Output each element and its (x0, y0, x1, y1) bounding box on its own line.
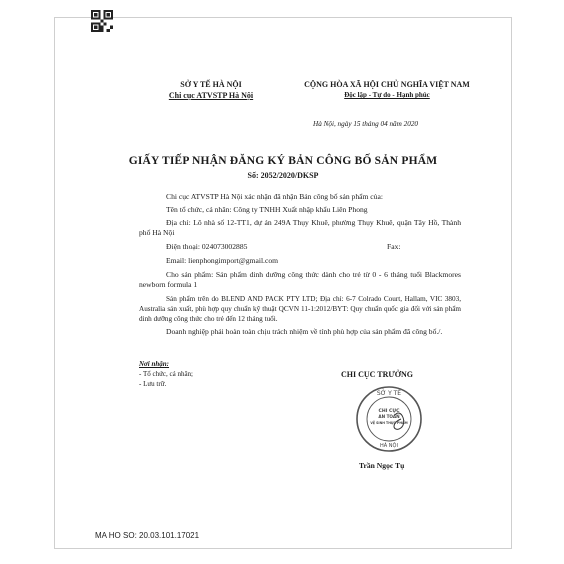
seal-top-text: SỞ Y TẾ (376, 390, 402, 397)
national-motto: Độc lập - Tự do - Hạnh phúc (344, 91, 430, 99)
qr-code-icon (91, 10, 113, 32)
signer-name: Trần Ngọc Tụ (359, 461, 405, 470)
official-seal-stamp (355, 385, 423, 453)
email-address: Email: lienphongimport@gmail.com (166, 256, 279, 265)
organization-name: Tên tổ chức, cá nhân: Công ty TNHH Xuất nhập khẩu Liên Phong (166, 205, 368, 214)
signature-title: CHI CỤC TRƯỞNG (341, 370, 414, 379)
national-title: CỘNG HÒA XÃ HỘI CHỦ NGHĨA VIỆT NAM (304, 80, 470, 89)
intro-text: Chi cục ATVSTP Hà Nội xác nhận đã nhận Bản công bố sản phẩm của: (166, 192, 383, 201)
manufacturer-description: Sản phẩm trên do BLEND AND PACK PTY LTD; Địa chỉ: 6-7 Colrado Court, Hallam, VIC 3803, Australia sản xuất, phù hợp quy chuẩn kỹ thuật QCVN 11-1:2012/BYT: Quy chuẩn quốc gia đối với sản phẩm dinh dưỡng công thức cho trẻ đến 12 tháng tuổi. (139, 295, 461, 323)
issue-date: Hà Nội, ngày 15 tháng 04 năm 2020 (313, 120, 419, 128)
dossier-code: MA HO SO: 20.03.101.17021 (95, 531, 200, 540)
svg-text:CHI CỤC: CHI CỤC (378, 409, 400, 414)
document-title: GIẤY TIẾP NHẬN ĐĂNG KÝ BẢN CÔNG BỐ SẢN PHẨM (128, 155, 438, 167)
svg-text:HÀ NỘI: HÀ NỘI (380, 443, 398, 449)
recipient-item: - Tổ chức, cá nhân; (139, 370, 194, 378)
svg-text:VỆ SINH THỰC PHẨM: VỆ SINH THỰC PHẨM (370, 421, 408, 425)
document-number: Số: 2052/2020/DKSP (247, 171, 319, 180)
organization-address: Địa chỉ: Lô nhà số 12-TT1, dự án 249A Thụy Khuê, phường Thụy Khuê, quận Tây Hồ, Thành phố Hà Nội (139, 218, 461, 237)
svg-text:AN TOÀN: AN TOÀN (378, 414, 400, 419)
product-description: Cho sản phẩm: Sản phẩm dinh dưỡng công thức dành cho trẻ từ 0 - 6 tháng tuổi Blackmores newborn formula 1 (139, 270, 461, 289)
recipients-title: Nơi nhận: (139, 360, 170, 368)
issuing-agency: Chi cục ATVSTP Hà Nội (168, 91, 254, 100)
document-page (54, 17, 512, 549)
recipient-item: - Lưu trữ. (139, 380, 167, 388)
issuing-department: SỞ Y TẾ HÀ NỘI (180, 80, 242, 89)
phone-number: Điện thoại: 02407300288​5 (166, 242, 248, 251)
responsibility-statement: Doanh nghiệp phải hoàn toàn chịu trách nhiệm về tính phù hợp của sản phẩm đã công bố./. (166, 327, 443, 336)
fax-number: Fax: (387, 242, 401, 251)
